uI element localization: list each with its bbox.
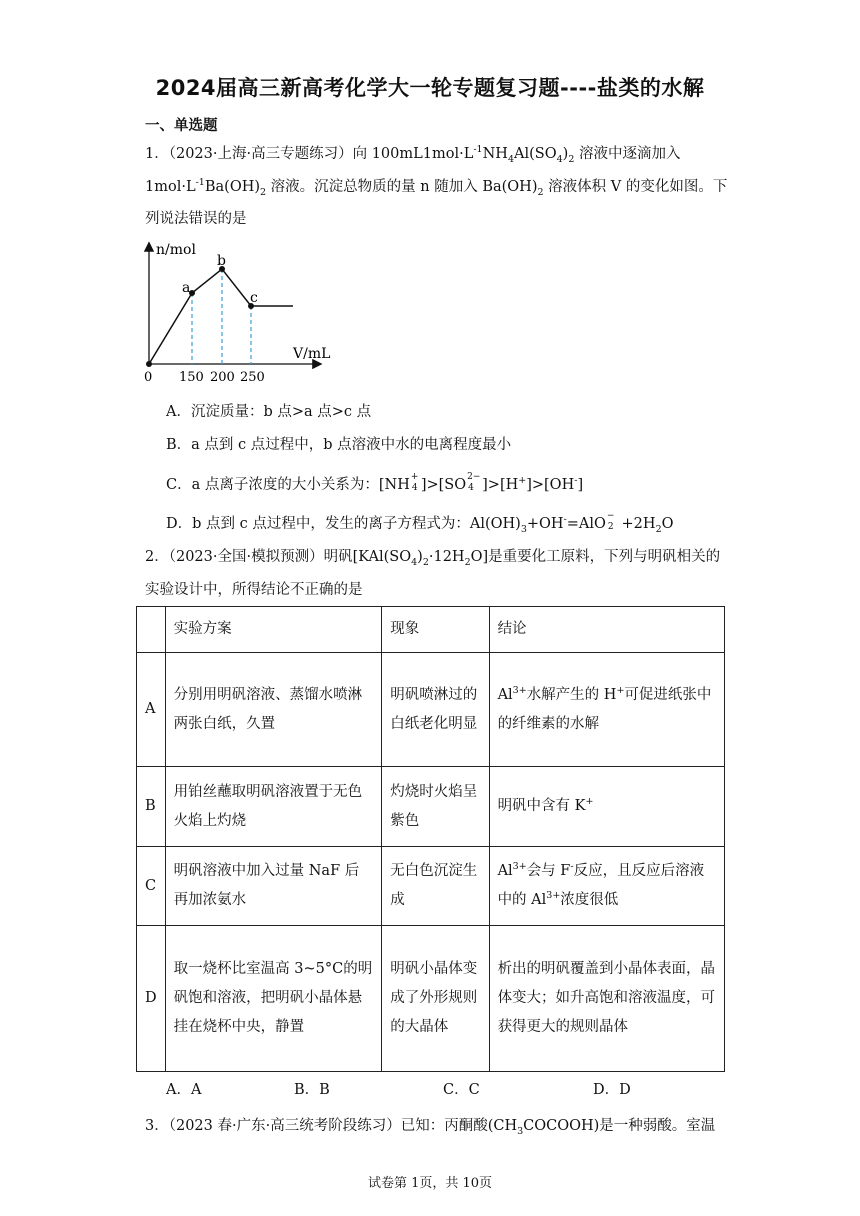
q2-choice-b: B．B (294, 1082, 330, 1098)
page-footer: 试卷第 1页，共 10页 (367, 1176, 493, 1191)
q2-choice-a: A．A (166, 1082, 202, 1098)
q2-choice-c: C．C (443, 1082, 480, 1098)
q2-stem-line2: 实验设计中，所得结论不正确的是 (145, 582, 363, 598)
point-origin (146, 361, 152, 367)
row-plan: 明矾溶液中加入过量 NaF 后再加浓氨水 (165, 847, 382, 926)
tick-200: 200 (210, 370, 235, 385)
y-axis-label: n/mol (156, 242, 196, 258)
row-phenomenon: 明矾小晶体变成了外形规则的大晶体 (382, 926, 489, 1072)
q2-table (136, 606, 725, 1072)
row-plan: 取一烧杯比室温高 3~5°C的明矾饱和溶液，把明矾小晶体悬挂在烧杯中央，静置 (165, 926, 382, 1072)
row-conclusion: 明矾中含有 K+ (489, 767, 724, 847)
row-label: D (137, 926, 166, 1072)
row-conclusion: $Al^{3+}$水解产生的 H+可促进纸张中的纤维素的水解 (489, 653, 724, 767)
origin-label: 0 (144, 370, 153, 385)
table-row (137, 926, 725, 1072)
label-b: b (217, 253, 226, 269)
tick-150: 150 (179, 370, 204, 385)
row-phenomenon: 明矾喷淋过的白纸老化明显 (382, 653, 489, 767)
page-title: 2024届高三新高考化学大一轮专题复习题----盐类的水解 (155, 76, 705, 100)
tick-250: 250 (240, 370, 265, 385)
q1-stem-line1: 1．（2023·上海·高三专题练习）向 $100mL1mol\cdot L^{-1}NH_4Al(SO_4)_2$ 溶液中逐滴加入 (145, 144, 681, 165)
row-conclusion: 析出的明矾覆盖到小晶体表面，晶体变大；如升高饱和溶液温度，可获得更大的规则晶体 (489, 926, 724, 1072)
label-a: a (182, 280, 191, 296)
row-phenomenon: 灼烧时火焰呈紫色 (382, 767, 489, 847)
row-phenomenon: 无白色沉淀生成 (382, 847, 489, 926)
header-plan: 实验方案 (165, 607, 382, 653)
q1-stem-line2: $1mol\cdot L^{-1}Ba(OH)_2$ 溶液。沉淀总物质的量 n 随加入 $Ba(OH)_2$ 溶液体积 V 的变化如图。下 (145, 177, 728, 198)
table-row (137, 767, 725, 847)
header-phenomenon: 现象 (382, 607, 489, 653)
label-c: c (250, 290, 258, 306)
q2-stem-line1: 2．（2023·全国·模拟预测）明矾$[KAl(SO_4)_2\cdot 12H_2O]$是重要化工原料，下列与明矾相关的 (145, 549, 721, 568)
n-curve (149, 269, 293, 364)
row-label: A (137, 653, 166, 767)
q1-option-a: A．沉淀质量：b 点>a 点>c 点 (166, 404, 372, 420)
q1-option-b: B．a 点到 c 点过程中，b 点溶液中水的电离程度最小 (166, 437, 512, 453)
q1-stem-line3: 列说法错误的是 (145, 211, 247, 227)
table-row (137, 653, 725, 767)
row-conclusion: $Al^{3+}$会与 F-反应，且反应后溶液中的 $Al^{3+}$浓度很低 (489, 847, 724, 926)
x-axis-label: V/mL (293, 346, 331, 362)
q2-choice-d: D．D (593, 1082, 631, 1098)
section-heading: 一、单选题 (145, 118, 218, 134)
q1-option-d: D．b 点到 c 点过程中，发生的离子方程式为：$Al(OH)_3+OH^-=AlO$ − 2 $+2H_2O$ (166, 511, 674, 535)
header-blank (137, 607, 166, 653)
q1-graph (140, 236, 340, 386)
row-plan: 用铂丝蘸取明矾溶液置于无色火焰上灼烧 (165, 767, 382, 847)
row-plan: 分别用明矾溶液、蒸馏水喷淋两张白纸，久置 (165, 653, 382, 767)
q1-option-c: C．a 点离子浓度的大小关系为：[NH + 4 ]>[SO 2− 4 ]>[H+]>[OH-] (166, 472, 584, 493)
table-row (137, 847, 725, 926)
q3-stem-line1: 3．（2023 春·广东·高三统考阶段练习）已知：丙酮酸$(CH_3COCOOH)$是一种弱酸。室温 (145, 1118, 716, 1137)
table-header-row (137, 607, 725, 653)
header-conclusion: 结论 (489, 607, 724, 653)
row-label: B (137, 767, 166, 847)
row-label: C (137, 847, 166, 926)
